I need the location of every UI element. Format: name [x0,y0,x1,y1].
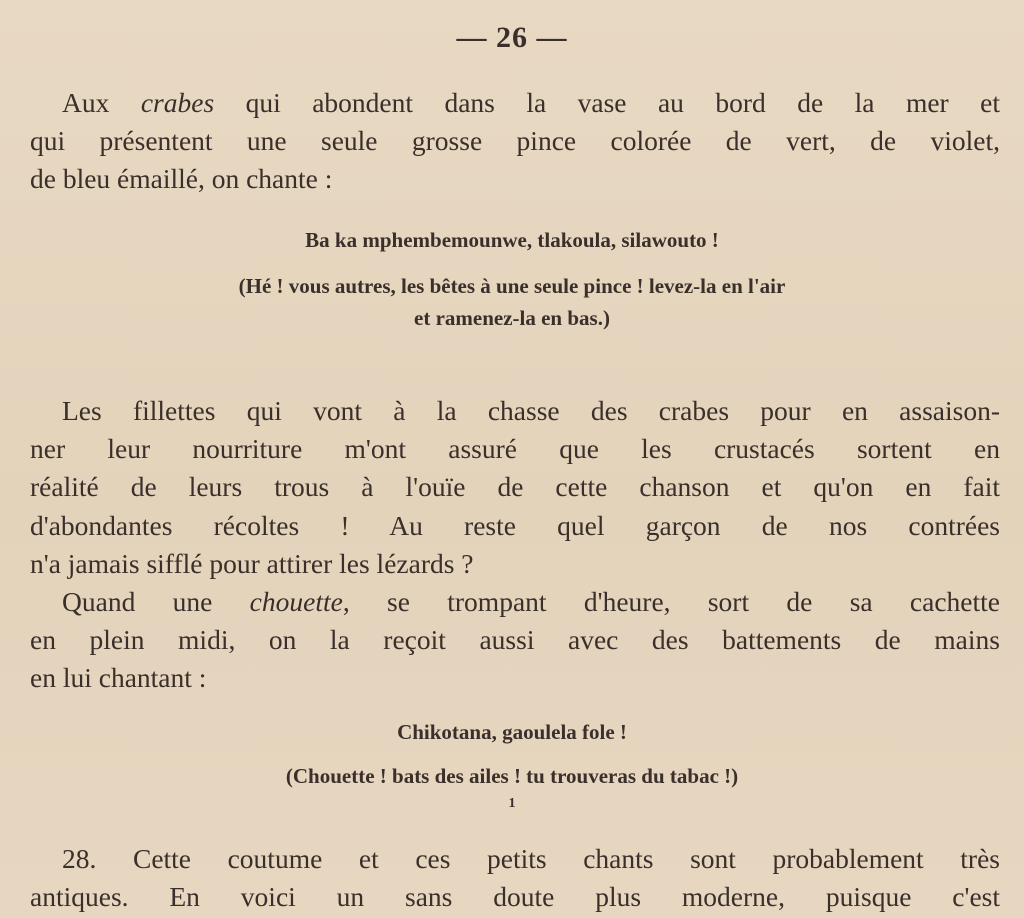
text-line: en plein midi, on la reçoit aussi avec des battements de mains [30,624,1000,656]
translation-line: (Chouette ! bats des ailes ! tu trouveras du tabac !) $^1$ [285,764,739,811]
page-number: — 26 — [456,21,568,54]
text-line: qui présentent une seule grosse pince colorée de vert, de violet, [30,125,1000,157]
song-chouette-translation [0,760,1024,824]
paragraph-28 [30,840,1000,916]
footnote-marker: 1 [508,796,516,811]
paragraph-crabes [30,84,1000,199]
text-line: de bleu émaillé, on chante : [30,163,333,195]
song-text: Ba ka mphembemounwe, tlakoula, silawouto ! [305,228,719,252]
translation-line: (Hé ! vous autres, les bêtes à une seule pince ! levez-la en l'air [238,274,786,298]
song-crabes [0,224,1024,256]
text-line: Aux crabes qui abondent dans la vase au bord de la mer et [62,87,1000,118]
text-line: n'a jamais sifflé pour attirer les lézards ? [30,547,474,579]
text-line: d'abondantes récoltes ! Au reste quel garçon de nos contrées [30,509,1000,541]
text-line: antiques. En voici un sans doute plus moderne, puisque c'est [30,881,1000,913]
text-line: Quand une chouette, se trompant d'heure, sort de sa cachette [62,586,1000,617]
song-text: Chikotana, gaoulela fole ! [397,720,627,744]
song-chouette [0,716,1024,748]
song-crabes-translation [0,270,1024,334]
text-line: 28. Cette coutume et ces petits chants sont probablement très [62,843,1000,874]
paragraph-chouette [30,583,1000,698]
translation-line: et ramenez-la en bas.) [414,306,610,330]
text-line: Les fillettes qui vont à la chasse des crabes pour en assaison- [62,395,1000,426]
text-line: en lui chantant : [30,662,207,694]
text-line: réalité de leurs trous à l'ouïe de cette chanson et qu'on en fait [30,471,1000,503]
text-line: ner leur nourriture m'ont assuré que les crustacés sortent en [30,433,1000,465]
paragraph-fillettes [30,392,1000,583]
